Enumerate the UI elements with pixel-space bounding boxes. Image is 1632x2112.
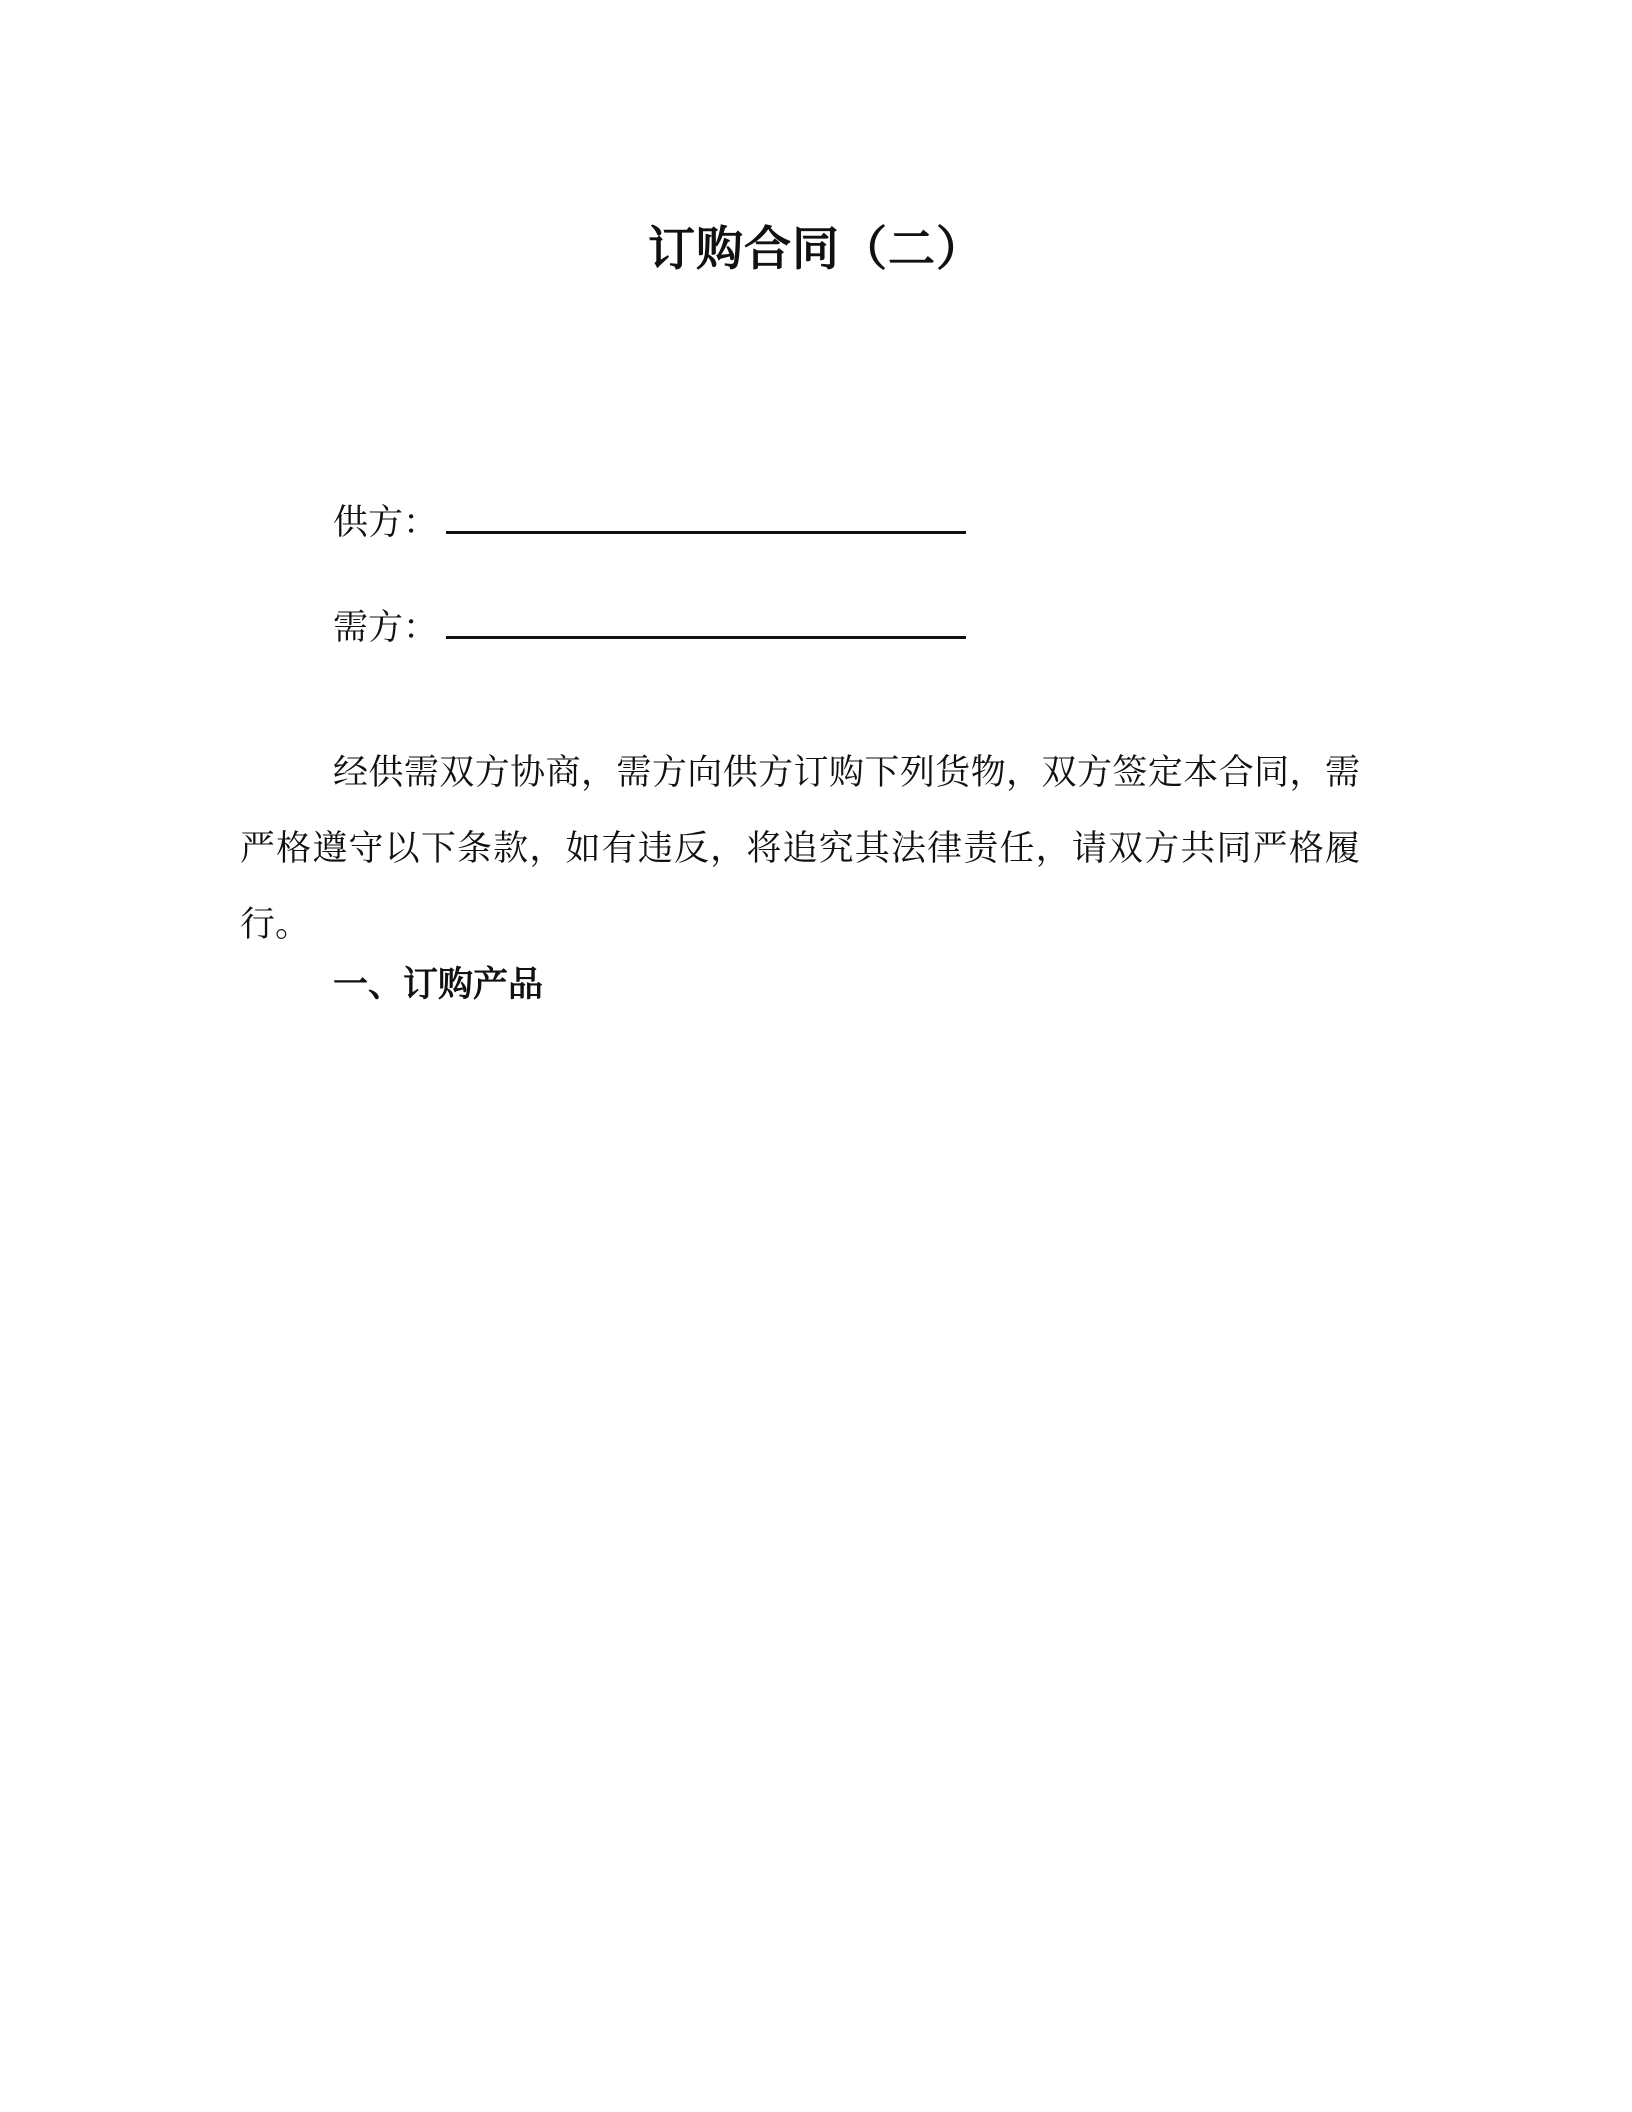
supplier-label: 供方： <box>333 503 439 543</box>
intro-paragraph: 经供需双方协商，需方向供方订购下列货物，双方签定本合同，需严格遵守以下条款，如有违反，将追究其法律责任，请双方共同严格履行。 <box>240 753 1360 945</box>
buyer-blank-line <box>446 600 966 639</box>
buyer-field <box>333 600 966 653</box>
section-heading-products: 一、订购产品 <box>333 965 544 1005</box>
document-title: 订购合同（二） <box>648 222 984 277</box>
supplier-blank-line <box>446 495 966 534</box>
supplier-field <box>333 495 966 548</box>
buyer-label: 需方： <box>333 608 439 648</box>
